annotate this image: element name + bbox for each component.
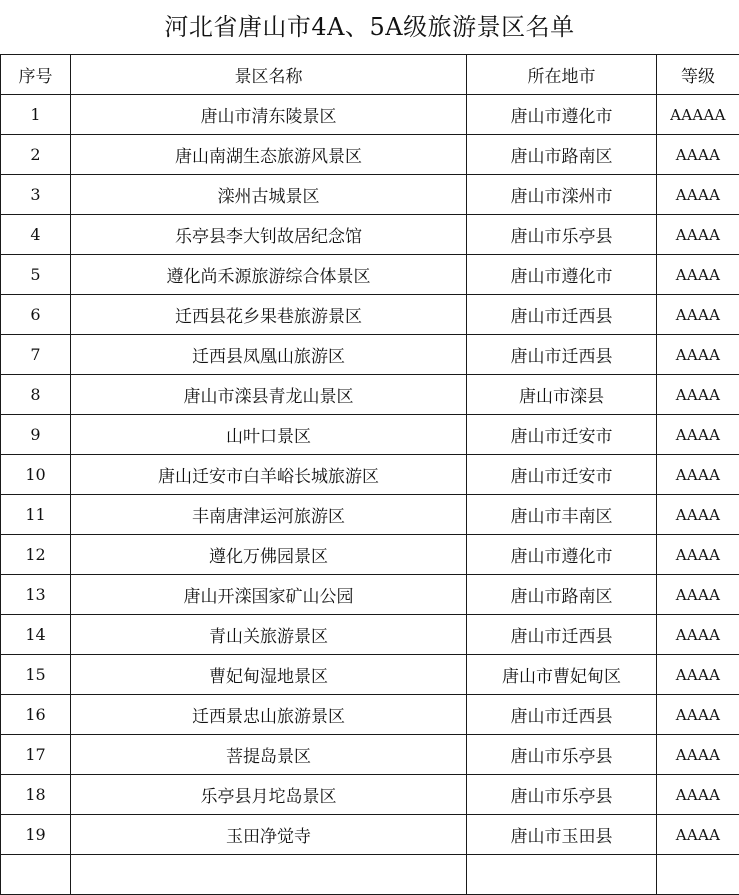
- cell-name[interactable]: 迁西县凤凰山旅游区: [71, 335, 467, 375]
- cell-location[interactable]: 唐山市路南区: [467, 135, 657, 175]
- cell-name[interactable]: 丰南唐津运河旅游区: [71, 495, 467, 535]
- cell-name[interactable]: 唐山市滦县青龙山景区: [71, 375, 467, 415]
- table-row: [1, 655, 739, 695]
- cell-location[interactable]: 唐山市遵化市: [467, 95, 657, 135]
- cell-grade[interactable]: AAAA: [657, 775, 739, 815]
- cell-location[interactable]: 唐山市迁安市: [467, 415, 657, 455]
- scenic-area-table: [0, 54, 739, 895]
- header-location[interactable]: 所在地市: [467, 55, 657, 95]
- cell-location[interactable]: 唐山市迁西县: [467, 695, 657, 735]
- cell-grade[interactable]: AAAA: [657, 255, 739, 295]
- cell-index[interactable]: 7: [1, 335, 71, 375]
- cell-grade[interactable]: AAAA: [657, 535, 739, 575]
- cell-index[interactable]: 5: [1, 255, 71, 295]
- cell-grade[interactable]: AAAA: [657, 575, 739, 615]
- cell-index[interactable]: 18: [1, 775, 71, 815]
- cell-index[interactable]: 2: [1, 135, 71, 175]
- cell-grade[interactable]: AAAA: [657, 455, 739, 495]
- cell-grade[interactable]: AAAAA: [657, 95, 739, 135]
- table-row: [1, 175, 739, 215]
- cell-grade[interactable]: AAAA: [657, 615, 739, 655]
- cell-index[interactable]: 8: [1, 375, 71, 415]
- cell-name[interactable]: 青山关旅游景区: [71, 615, 467, 655]
- cell-grade[interactable]: AAAA: [657, 175, 739, 215]
- cell-location[interactable]: 唐山市遵化市: [467, 255, 657, 295]
- cell-grade[interactable]: AAAA: [657, 815, 739, 855]
- cell-location[interactable]: 唐山市乐亭县: [467, 775, 657, 815]
- header-name[interactable]: 景区名称: [71, 55, 467, 95]
- cell-index[interactable]: 12: [1, 535, 71, 575]
- cell-index[interactable]: 3: [1, 175, 71, 215]
- cell-grade[interactable]: AAAA: [657, 295, 739, 335]
- cell-location[interactable]: 唐山市路南区: [467, 575, 657, 615]
- cell-name[interactable]: 乐亭县月坨岛景区: [71, 775, 467, 815]
- cell-index[interactable]: 4: [1, 215, 71, 255]
- header-grade[interactable]: 等级: [657, 55, 739, 95]
- cell-index[interactable]: 1: [1, 95, 71, 135]
- cell-name[interactable]: 菩提岛景区: [71, 735, 467, 775]
- cell-grade[interactable]: AAAA: [657, 495, 739, 535]
- cell-grade[interactable]: AAAA: [657, 415, 739, 455]
- cell-index[interactable]: 15: [1, 655, 71, 695]
- cell-index[interactable]: 19: [1, 815, 71, 855]
- cell-location[interactable]: 唐山市曹妃甸区: [467, 655, 657, 695]
- cell-index[interactable]: 6: [1, 295, 71, 335]
- table-row: [1, 775, 739, 815]
- cell-location[interactable]: 唐山市乐亭县: [467, 215, 657, 255]
- table-row: [1, 575, 739, 615]
- header-row: [1, 55, 739, 95]
- cell-location[interactable]: 唐山市迁安市: [467, 455, 657, 495]
- table-body: [1, 95, 739, 895]
- cell-name[interactable]: 遵化万佛园景区: [71, 535, 467, 575]
- page-title: 河北省唐山市4A、5A级旅游景区名单: [0, 0, 739, 54]
- table-row: [1, 215, 739, 255]
- table-row: [1, 295, 739, 335]
- cell-grade[interactable]: AAAA: [657, 135, 739, 175]
- table-row: [1, 495, 739, 535]
- cell-grade[interactable]: AAAA: [657, 735, 739, 775]
- cell-name[interactable]: 山叶口景区: [71, 415, 467, 455]
- cell-name[interactable]: 乐亭县李大钊故居纪念馆: [71, 215, 467, 255]
- cell-location[interactable]: 唐山市迁西县: [467, 615, 657, 655]
- cell-index[interactable]: 10: [1, 455, 71, 495]
- cell-location[interactable]: 唐山市迁西县: [467, 335, 657, 375]
- blank-cell[interactable]: [467, 855, 657, 895]
- cell-name[interactable]: 曹妃甸湿地景区: [71, 655, 467, 695]
- cell-name[interactable]: 唐山开滦国家矿山公园: [71, 575, 467, 615]
- blank-row: [1, 855, 739, 895]
- table-row: [1, 135, 739, 175]
- table-row: [1, 815, 739, 855]
- cell-location[interactable]: 唐山市乐亭县: [467, 735, 657, 775]
- cell-grade[interactable]: AAAA: [657, 695, 739, 735]
- cell-name[interactable]: 迁西景忠山旅游景区: [71, 695, 467, 735]
- cell-name[interactable]: 滦州古城景区: [71, 175, 467, 215]
- cell-name[interactable]: 唐山迁安市白羊峪长城旅游区: [71, 455, 467, 495]
- table-row: [1, 415, 739, 455]
- cell-grade[interactable]: AAAA: [657, 335, 739, 375]
- cell-location[interactable]: 唐山市滦县: [467, 375, 657, 415]
- cell-index[interactable]: 14: [1, 615, 71, 655]
- blank-cell[interactable]: [1, 855, 71, 895]
- cell-location[interactable]: 唐山市玉田县: [467, 815, 657, 855]
- cell-name[interactable]: 迁西县花乡果巷旅游景区: [71, 295, 467, 335]
- cell-name[interactable]: 唐山南湖生态旅游风景区: [71, 135, 467, 175]
- cell-name[interactable]: 唐山市清东陵景区: [71, 95, 467, 135]
- cell-grade[interactable]: AAAA: [657, 215, 739, 255]
- cell-grade[interactable]: AAAA: [657, 655, 739, 695]
- table-row: [1, 455, 739, 495]
- table-row: [1, 255, 739, 295]
- table-row: [1, 375, 739, 415]
- cell-location[interactable]: 唐山市滦州市: [467, 175, 657, 215]
- cell-location[interactable]: 唐山市丰南区: [467, 495, 657, 535]
- cell-location[interactable]: 唐山市迁西县: [467, 295, 657, 335]
- cell-index[interactable]: 11: [1, 495, 71, 535]
- cell-index[interactable]: 16: [1, 695, 71, 735]
- cell-location[interactable]: 唐山市遵化市: [467, 535, 657, 575]
- cell-name[interactable]: 遵化尚禾源旅游综合体景区: [71, 255, 467, 295]
- table-row: [1, 535, 739, 575]
- table-row: [1, 695, 739, 735]
- blank-cell[interactable]: [657, 855, 739, 895]
- header-index[interactable]: 序号: [1, 55, 71, 95]
- cell-grade[interactable]: AAAA: [657, 375, 739, 415]
- cell-index[interactable]: 17: [1, 735, 71, 775]
- table-row: [1, 95, 739, 135]
- table-row: [1, 735, 739, 775]
- blank-cell[interactable]: [71, 855, 467, 895]
- table-row: [1, 615, 739, 655]
- cell-index[interactable]: 13: [1, 575, 71, 615]
- cell-name[interactable]: 玉田净觉寺: [71, 815, 467, 855]
- cell-index[interactable]: 9: [1, 415, 71, 455]
- table-row: [1, 335, 739, 375]
